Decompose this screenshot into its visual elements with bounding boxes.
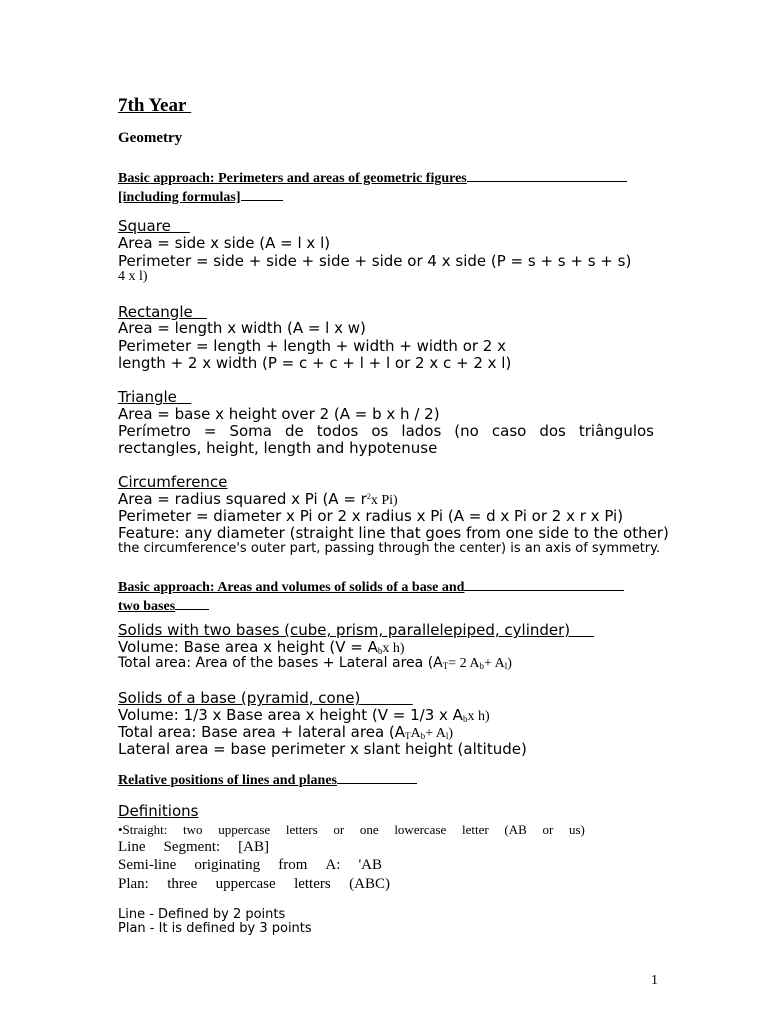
definition-semi-line: Semi-line originating from A: 'AB [118, 857, 382, 873]
triangle-perimeter-line1: Perímetro = Soma de todos os lados (no caso dos triângulos [118, 422, 654, 440]
triangle-perimeter-line2: rectangles, height, length and hypotenuse [118, 439, 438, 457]
circumference-feature: Feature: any diameter (straight line that goes from one side to the other) [118, 524, 669, 542]
section-title-lines-planes: Relative positions of lines and planes [118, 770, 417, 789]
triangle-area: Area = base x height over 2 (A = b x h / 2) [118, 405, 440, 423]
square-area: Area = side x side (A = l x l) [118, 234, 331, 252]
one-base-lateral-area: Lateral area = base perimeter x slant height (altitude) [118, 740, 527, 758]
two-bases-total-area: Total area: Area of the bases + Lateral area ($A_T= 2$ $A_b+ A_l$) [118, 655, 512, 671]
section-title-perimeters [118, 168, 662, 206]
one-base-heading: Solids of a base (pyramid, cone) [118, 689, 361, 707]
page-title [118, 95, 191, 117]
circumference-feature-cont: the circumference's outer part, passing through the center) is an axis of symmetry. [118, 541, 661, 556]
page-number: 1 [651, 973, 658, 988]
plan-definition: Plan - It is defined by 3 points [118, 921, 312, 936]
line-definition: Line - Defined by 2 points [118, 907, 286, 922]
definition-plan: Plan: three uppercase letters (ABC) [118, 876, 390, 892]
section2-title-line1: Basic approach: Areas and volumes of solids of a base and [118, 580, 465, 595]
circumference-perimeter: Perimeter = diameter x Pi or 2 x radius x Pi (A = d x Pi or 2 x r x Pi) [118, 507, 624, 525]
rectangle-perimeter-line2: length + 2 x width (P = c + c + l + l or 2 x c + 2 x l) [118, 354, 512, 372]
section1-title-line1: Basic approach: Perimeters and areas of geometric figures [118, 171, 467, 186]
one-base-total-area: Total area: Base area + lateral area $(A_TA_b+ A_l)$ [118, 723, 454, 741]
definition-straight: •Straight: two uppercase letters or one lowercase letter (AB or us) [118, 822, 585, 837]
rectangle-heading: Rectangle [118, 303, 193, 321]
section-title-volumes [118, 577, 662, 615]
two-bases-volume: Volume: Base area x height ($V = A_bx$ h) [118, 638, 405, 656]
two-bases-heading: Solids with two bases (cube, prism, parallelepiped, cylinder) [118, 621, 571, 639]
rectangle-area: Area = length x width (A = l x w) [118, 319, 366, 337]
square-heading: Square [118, 217, 171, 235]
circumference-area: Area = radius squared x Pi ($A = r^2x$ Pi) [118, 490, 398, 508]
one-base-volume: Volume: 1/3 x Base area x height (V = 1/3 x $A_bx$ h) [118, 706, 490, 724]
circumference-heading: Circumference [118, 473, 228, 491]
triangle-heading: Triangle [118, 388, 177, 406]
rectangle-perimeter-line1: Perimeter = length + length + width + width or 2 x [118, 337, 506, 355]
square-perimeter-cont: 4 x l) [118, 269, 148, 284]
definitions-heading: Definitions [118, 802, 199, 820]
section2-title-line2: two bases [118, 599, 176, 614]
definition-line-segment: Line Segment: [AB] [118, 839, 269, 855]
title-text: 7th Year [118, 95, 187, 116]
square-perimeter: Perimeter = side + side + side + side or 4 x side (P = s + s + s + s) [118, 252, 632, 270]
subject-heading: Geometry [118, 130, 183, 146]
section1-title-line2: [including formulas] [118, 190, 241, 205]
